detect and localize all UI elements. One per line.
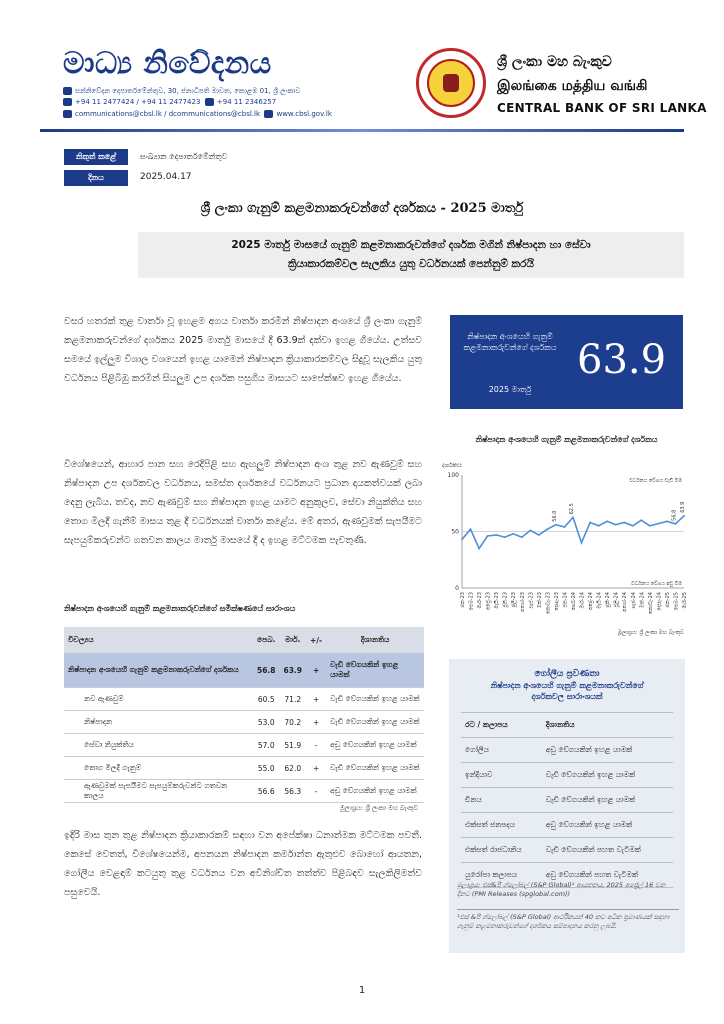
x-tick-label: මාර්-24 <box>579 592 586 609</box>
pmi-cell-sign: - <box>306 734 326 757</box>
pmi-cell-name: ඇණවුමක් සැපයීමට සැපයුම්කරුවන්ට ගතවන කාලය <box>64 780 253 803</box>
cbsl-seal-logo <box>416 48 486 118</box>
pmi-header-3: +/- <box>306 627 326 653</box>
global-cell-trend: අඩු වේගයකින් ඉහළ යාමක් <box>542 813 673 838</box>
table-row <box>461 838 673 863</box>
data-point <box>470 528 472 530</box>
x-tick-label: පෙබ-23 <box>468 592 475 611</box>
x-tick-label: ඔක්-24 <box>639 592 646 608</box>
pmi-cell-feb: 56.6 <box>253 780 280 803</box>
global-subheading-1: නිෂ්පාදන අංශයෙහි ගැනුම් කළමනාකරුවන්ගේ <box>490 681 644 690</box>
data-point <box>555 524 557 526</box>
x-tick-label: ජන-25 <box>664 592 671 608</box>
data-point <box>657 523 659 525</box>
y-axis-label: දර්ශකය <box>442 462 462 469</box>
x-tick-label: ජන-24 <box>562 592 569 608</box>
pmi-cell-name: තොග මිලදී ගැනුම් <box>64 757 253 780</box>
pmi-cell-name: නිෂ්පාදන අංශයෙහි ගැනුම් කළමනාකරුවන්ගේ දර්ශකය <box>64 653 253 688</box>
global-trends-box <box>449 659 685 953</box>
y-tick-label: 50 <box>451 528 459 536</box>
data-point <box>521 536 523 538</box>
data-point <box>632 525 634 527</box>
subtitle: 2025 මාර්තු මාසයේ ගැනුම් කළමනාකරුවන්ගේ දර්ශක මගින් නිෂ්පාදන හා සේවා ක්‍රියාකාරකම්වල සැලකිය යුතු වර්ධනයක් පෙන්නුම් කරයි <box>231 239 591 270</box>
global-cell-trend: අඩු වේගයකින් ඉහළ යාමක් <box>542 738 673 763</box>
bank-name-tamil: இலங்கை மத்திய வங்கி <box>497 78 648 94</box>
data-point <box>589 522 591 524</box>
chart-title: නිෂ්පාදන අංශයෙහි ගැනුම් කළමනාකරුවන්ගේ දර්ශකය <box>475 435 658 444</box>
page-title: ශ්‍රී ලංකා ගැනුම් කළමනාකරුවන්ගේ දර්ශකය - 2025 මාර්තු <box>200 201 524 216</box>
page-number: 1 <box>358 985 366 996</box>
table-row <box>64 780 424 803</box>
data-point <box>615 524 617 526</box>
pmi-cell-trend: වැඩි වේගයකින් ඉහළ යාමක් <box>326 711 424 734</box>
data-point <box>564 526 566 528</box>
x-tick-label: අගෝ-24 <box>622 592 629 612</box>
data-point <box>546 528 548 530</box>
x-tick-label: සැප්-23 <box>528 592 535 609</box>
kpi-label: නිෂ්පාදන අංශයෙහි ගැනුම් කළමනාකරුවන්ගේ දර්ශකය <box>463 332 557 352</box>
pmi-summary-table <box>64 627 424 803</box>
table-source: මූලාශ්‍රය: ශ්‍රී ලංකා මහ බැංකුව <box>340 804 419 812</box>
issued-by-label: නිකුත් කළේ <box>64 149 128 165</box>
x-tick-label: දෙසැ-23 <box>553 592 560 611</box>
data-point <box>675 523 677 525</box>
global-cell-country: එක්සත් රාජධානිය <box>461 838 542 863</box>
bank-name-english: CENTRAL BANK OF SRI LANKA <box>497 101 707 115</box>
paragraph-3: ඉදිරි මාස තුන තුළ නිෂ්පාදන ක්‍රියාකාරකම් සඳහා වන අපේක්ෂා ධනාත්මක මට්ටමක පවතී. කෙසේ වෙතත්, විශේෂයෙන්ම, අපනයන නිෂ්පාදන කර්මාන්ත ඇතුළුව බොහෝ ආයතන, ගෝලීය වෙළඳාම් කටයුතු තුළ වර්ධනය වන අවිනිශ්චිත තත්ත්ව පිළිබඳව සැලකිලිමත්ව පසුවෙයි. <box>64 830 422 898</box>
x-tick-label: දෙසැ-24 <box>656 592 663 611</box>
data-point <box>478 548 480 550</box>
global-source: මූලාශ්‍රය: එස්&පී ග්ලෝබල් (S&P Global)¹ ආයතනය, 2025 අප්‍රේල් 16 වන දිනට (PMI Releases (spglobal.com)) <box>457 881 666 898</box>
pmi-cell-mar: 56.3 <box>280 780 307 803</box>
pmi-cell-sign: + <box>306 653 326 688</box>
global-footnote: ¹එස් &පී ග්ලෝබල් (S&P Global) ආර්ථිකයන් 40 කට අධික ප්‍රමාණයක් සඳහා ගැනුම් කළමනාකරුවන්ගේ දර්ශකය සම්පාදනය කරනු ලබයි. <box>457 909 679 931</box>
global-cell-trend: වැඩි වේගයකින් පහත වැටීමක් <box>542 838 673 863</box>
paragraph-1: වසර හතරක් තුළ වාර්තා වූ ඉහළම අගය වාර්තා කරමින් නිෂ්පාදන අංශයේ ශ්‍රී ලංකා ගැනුම් කළමනාකරුවන්ගේ දර්ශකය 2025 මාර්තු මාසයේ දී 63.9ක් දක්වා ඉහළ ගියේය. උත්සව සමයේ ඉල්ලුම විශාල වශයෙන් ඉහළ යාමෙන් නිෂ්පාදන ක්‍රියාකාරකම්වල සිදුවූ සැලකිය යුතු වර්ධනය පිළිබිඹු කරමින් සියලුම උප දර්ශක පසුගිය මාසයට සාපේක්ෂව ඉහළ ගියේය. <box>64 316 422 384</box>
chart-source: මූලාශ්‍රය: ශ්‍රී ලංකා මහ බැංකුව <box>617 630 684 636</box>
global-heading: ගෝලීය ප්‍රවණතා <box>534 669 600 679</box>
data-point <box>512 533 514 535</box>
x-tick-label: ජූනි-23 <box>502 592 509 608</box>
data-point <box>538 534 540 536</box>
pmi-cell-mar: 62.0 <box>280 757 307 780</box>
lion-icon <box>443 74 459 92</box>
data-point <box>529 529 531 531</box>
pmi-cell-sign: - <box>306 780 326 803</box>
data-point <box>666 520 668 522</box>
series-line <box>462 516 684 549</box>
pmi-header-2: මාර්. <box>280 627 307 653</box>
x-tick-label: අප්‍රේ-24 <box>588 592 595 611</box>
pmi-line-chart <box>440 455 690 655</box>
x-tick-label: මාර්-23 <box>477 592 484 609</box>
table-row <box>64 734 424 757</box>
global-cell-country: ගෝලීය <box>461 738 542 763</box>
pmi-header-4: දිශානතිය <box>326 627 424 653</box>
pmi-cell-trend: අඩු වේගයකින් ඉහළ යාමක් <box>326 734 424 757</box>
pmi-cell-feb: 55.0 <box>253 757 280 780</box>
pmi-cell-mar: 63.9 <box>280 653 307 688</box>
global-cell-country: එක්සත් ජනපදය <box>461 813 542 838</box>
table-row <box>64 757 424 780</box>
email-icon <box>63 110 72 118</box>
table-row <box>64 653 424 688</box>
data-label: 56.0 <box>551 510 558 522</box>
header-divider <box>40 129 684 132</box>
data-point <box>606 520 608 522</box>
data-point <box>598 525 600 527</box>
table-row <box>461 738 673 763</box>
global-header-1: දිශානතිය <box>542 713 673 738</box>
pmi-cell-sign: + <box>306 757 326 780</box>
table-row <box>461 813 673 838</box>
x-tick-label: ජූලි-23 <box>511 592 518 608</box>
x-tick-label: ඔක්-23 <box>536 592 543 608</box>
x-tick-label: ජන-23 <box>460 592 466 608</box>
subtitle-box <box>138 232 684 278</box>
global-cell-trend: වැඩි වේගයකින් ඉහළ යාමක් <box>542 763 673 788</box>
pmi-cell-trend: අඩු වේගයකින් ඉහළ යාමක් <box>326 780 424 803</box>
email-line: communications@cbsl.lk / dcommunications@cbsl.lk www.cbsl.gov.lk <box>63 110 332 118</box>
global-header-0: රට / කලාපය <box>461 713 542 738</box>
fax-icon <box>205 98 214 106</box>
pmi-cell-feb: 56.8 <box>253 653 280 688</box>
global-cell-country: චීනය <box>461 788 542 813</box>
x-tick-label: අගෝ-23 <box>519 592 526 612</box>
pmi-cell-feb: 57.0 <box>253 734 280 757</box>
data-point <box>504 536 506 538</box>
x-tick-label: නොවැ-23 <box>545 592 552 615</box>
pmi-cell-name: සේවා නියුක්තිය <box>64 734 253 757</box>
pmi-cell-mar: 71.2 <box>280 688 307 711</box>
x-tick-label: මැයි-23 <box>494 592 501 609</box>
pmi-cell-mar: 70.2 <box>280 711 307 734</box>
x-tick-label: නොවැ-24 <box>647 592 654 615</box>
global-cell-country: ඉන්දියාව <box>461 763 542 788</box>
date-label: දිනය <box>64 170 128 186</box>
data-label: 62.5 <box>569 503 575 515</box>
kpi-month: 2025 මාර්තු <box>488 385 532 394</box>
x-tick-label: අප්‍රේ-23 <box>485 592 492 611</box>
x-tick-label: පෙබ-25 <box>673 592 680 611</box>
pmi-cell-sign: + <box>306 711 326 734</box>
annotation-bottom: වර්ධනය වේගය අඩු වීම <box>631 581 682 587</box>
data-label: 63.9 <box>680 501 686 513</box>
globe-icon <box>264 110 273 118</box>
data-point <box>461 539 463 541</box>
pmi-cell-name: නිෂ්පාදන <box>64 711 253 734</box>
pmi-cell-mar: 51.9 <box>280 734 307 757</box>
date-value: 2025.04.17 <box>140 172 192 182</box>
x-tick-label: මාර්-25 <box>682 592 688 609</box>
bank-name-sinhala: ශ්‍රී ලංකා මහ බැංකුව <box>497 54 612 70</box>
global-cell-trend: අඩු වේගයකින් පහත වැටීමක් <box>542 863 673 888</box>
data-point <box>683 515 685 517</box>
data-point <box>649 525 651 527</box>
pmi-cell-trend: වැඩි වේගයකින් ඉහළ යාමක් <box>326 757 424 780</box>
pmi-cell-sign: + <box>306 688 326 711</box>
table-row <box>64 711 424 734</box>
pmi-header-0: විචල්‍යය <box>64 627 253 653</box>
table-row <box>461 763 673 788</box>
x-tick-label: පෙබ-24 <box>571 592 577 611</box>
pmi-cell-trend: වැඩි වේගයකින් ඉහළ යාමක් <box>326 653 424 688</box>
seal-emblem <box>427 59 475 107</box>
data-point <box>572 516 574 518</box>
y-tick-label: 100 <box>447 472 459 479</box>
x-tick-label: ජූලි-24 <box>613 592 620 608</box>
data-point <box>495 534 497 536</box>
data-label: 56.8 <box>671 509 678 521</box>
issued-by-value: සංඛ්‍යාන දෙපාර්තමේන්තුව <box>140 152 228 161</box>
kpi-box <box>450 315 683 409</box>
data-point <box>640 519 642 521</box>
phone-line: +94 11 2477424 / +94 11 2477423 +94 11 2346257 <box>63 98 276 106</box>
pmi-cell-feb: 53.0 <box>253 711 280 734</box>
table-row <box>461 788 673 813</box>
phone-icon <box>63 98 72 106</box>
data-point <box>487 535 489 537</box>
global-cell-country: යුරෝපා කලාපය <box>461 863 542 888</box>
address-line: සන්නිවේදන දෙපාර්තමේන්තුව, 30, ජනාධිපති මාවත, කොළඹ 01, ශ්‍රී ලංකාව <box>63 87 300 96</box>
x-tick-label: මැයි-24 <box>596 592 603 609</box>
building-icon <box>63 87 72 95</box>
global-subheading-2: දර්ශකවල සාරාංශයක් <box>531 692 603 701</box>
x-tick-label: සැප්-24 <box>630 592 637 609</box>
data-point <box>581 542 583 544</box>
global-trends-table <box>461 712 673 888</box>
pmi-header-1: පෙබ. <box>253 627 280 653</box>
pmi-cell-feb: 60.5 <box>253 688 280 711</box>
global-cell-trend: වැඩි වේගයකින් ඉහළ යාමක් <box>542 788 673 813</box>
x-tick-label: ජූනි-24 <box>605 592 612 608</box>
kpi-value: 63.9 <box>577 337 667 383</box>
brand-title: මාධ්‍ය නිවේදනය <box>63 46 272 81</box>
paragraph-2: විශේෂයෙන්, ආහාර පාන සහ රෙදිපිළි සහ ඇඟලුම් නිෂ්පාදන අංශ තුළ නව ඇණවුම් සහ නිෂ්පාදන උප දර්ශකවල වර්ධනය, සමස්ත දර්ශකයේ වර්ධනයට ප්‍රධාන දායකත්වයක් ලබා දෙනු ලැබීය. තවද, නව ඇණවුම් සහ නිෂ්පාදන ඉහළ යාමට අනුකූලව, සේවා නියුක්තිය සහ තොග මිලදී ගැනීම් මාසය තුළ දී වර්ධනයක් වාර්තා කළේය. මේ අතර, ඇණවුමක් සැපයීමට සැපයුම්කරුවන්ට ගතවන කාලය මාර්තු මාසයේ දී ද ඉහළ මට්ටමක පැවතුණි. <box>64 459 422 546</box>
pmi-cell-trend: වැඩි වේගයකින් ඉහළ යාමක් <box>326 688 424 711</box>
pmi-table-title: නිෂ්පාදන අංශයෙහි ගැනුම් කළමනාකරුවන්ගේ සමීක්ෂණයේ සාරාංශය <box>64 604 296 613</box>
pmi-cell-name: නව ඇණවුම් <box>64 688 253 711</box>
y-tick-label: 0 <box>455 585 459 592</box>
annotation-top: වර්ධනය වේගය වැඩි වීම <box>629 478 682 484</box>
data-point <box>623 522 625 524</box>
table-row <box>64 688 424 711</box>
